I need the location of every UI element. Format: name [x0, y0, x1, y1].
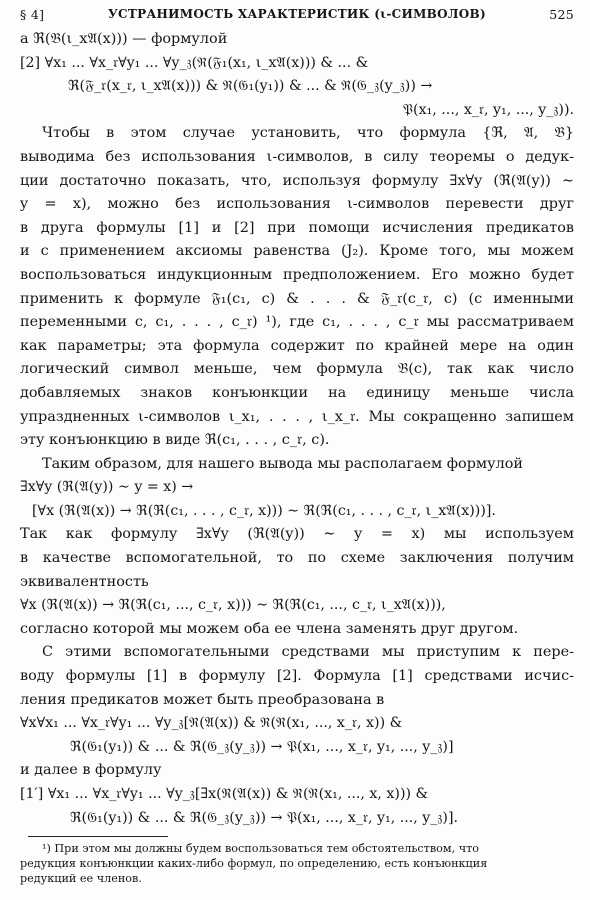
- formula-2-line-3: 𝔓(x₁, ..., x_𝔯, y₁, ..., y_𝔷)).: [402, 101, 574, 118]
- paragraph-line: С этими вспомогательными средствами мы приступим к пере-: [42, 644, 574, 661]
- paragraph-line: ления предикатов может быть преобразована в: [20, 691, 385, 708]
- paragraph-line: эту конъюнкцию в виде ℜ(c₁, . . . , c_𝔯, c).: [20, 432, 330, 449]
- paragraph-line: как параметры; эта формула содержит по крайней мере на один: [20, 337, 574, 354]
- footnote-line: ¹) При этом мы должны будем воспользоваться тем обстоятельством, что: [42, 842, 480, 856]
- paragraph-line: y = x), можно без использования ι-символов перевести друг: [20, 196, 574, 213]
- paragraph-line: согласно которой мы можем оба ее члена заменять друг другом.: [20, 620, 519, 637]
- formula-line: [∀x (ℜ(𝔄(x)) → ℜ(ℜ(c₁, . . . , c_𝔯, x))) ∼ ℜ(ℜ(c₁, . . . , c_𝔯, ι_x𝔄(x)))].: [32, 502, 496, 519]
- formula-1-prime-line-1: [1′] ∀x₁ ... ∀x_𝔯∀y₁ ... ∀y_𝔷[∃x(ℜ(𝔄(x)) & ℜ(ℜ(x₁, ..., x, x))) &: [20, 786, 429, 802]
- footnote-line: редукция конъюнкции каких-либо формул, по определению, есть конъюнкция: [20, 857, 488, 871]
- page-number: 525: [549, 7, 574, 22]
- paragraph-line: Таким образом, для нашего вывода мы располагаем формулой: [42, 455, 523, 472]
- formula-line: ℜ(𝔊₁(y₁)) & ... & ℜ(𝔊_𝔷(y_𝔷)) → 𝔓(x₁, ..., x_𝔯, y₁, ..., y_𝔷)]: [70, 738, 454, 755]
- formula-2-line-2: ℜ(𝔉_𝔯(x_𝔯, ι_x𝔄(x))) & ℜ(𝔊₁(y₁)) & ... & ℜ(𝔊_𝔷(y_𝔷)) →: [68, 78, 433, 95]
- running-title: УСТРАНИМОСТЬ ХАРАКТЕРИСТИК (ι-СИМВОЛОВ): [108, 7, 486, 21]
- formula-2-line-1: [2] ∀x₁ ... ∀x_𝔯∀y₁ ... ∀y_𝔷(ℜ(𝔉₁(x₁, ι_x𝔄(x))) & ... &: [20, 54, 369, 71]
- footnote: [20, 841, 574, 886]
- paragraph-line: Так как формулу ∃x∀y (ℜ(𝔄(y)) ∼ y = x) мы используем: [20, 526, 574, 543]
- footnote-divider: [28, 836, 168, 837]
- paragraph-line: ции достаточно показать, что, используя формулу ∃x∀y (ℜ(𝔄(y)) ∼: [20, 172, 574, 189]
- paragraph-line: логический символ меньше, чем формула 𝔅(c), так как число: [20, 361, 574, 378]
- paragraph-line: Чтобы в этом случае установить, что формула {ℜ, 𝔄, 𝔅}: [42, 125, 574, 142]
- running-header: [20, 0, 574, 28]
- formula-1-prime-line-2: ℜ(𝔊₁(y₁)) & ... & ℜ(𝔊_𝔷(y_𝔷)) → 𝔓(x₁, ..., x_𝔯, y₁, ..., y_𝔷)].: [70, 809, 458, 826]
- paragraph-line: и далее в формулу: [20, 762, 162, 779]
- formula-line: ∃x∀y (ℜ(𝔄(y)) ∼ y = x) →: [20, 479, 194, 496]
- formula-line: ∀x∀x₁ ... ∀x_𝔯∀y₁ ... ∀y_𝔷[ℜ(𝔄(x)) & ℜ(ℜ(x₁, ..., x_𝔯, x)) &: [20, 715, 403, 732]
- paragraph-line: эквивалентность: [20, 573, 149, 590]
- paragraph-line: применить к формуле 𝔉₁(c₁, c) & . . . & 𝔉_𝔯(c_𝔯, c) (с именными: [20, 290, 574, 307]
- paragraph-line: в друга формулы [1] и [2] при помощи исчисления предикатов: [20, 219, 574, 236]
- paragraph-line: и с применением аксиомы равенства (J₂). Кроме того, мы можем: [20, 243, 574, 260]
- paragraph-line: в качестве вспомогательной, то по схеме заключения получим: [20, 550, 574, 567]
- section-marker: § 4]: [20, 7, 45, 22]
- paragraph-line: воспользоваться индукционным предположением. Его можно будет: [20, 266, 574, 283]
- equivalence-formula: ∀x (ℜ(𝔄(x)) → ℜ(ℜ(c₁, ..., c_𝔯, x))) ∼ ℜ(ℜ(c₁, ..., c_𝔯, ι_x𝔄(x))),: [20, 597, 446, 614]
- paragraph-line: выводима без использования ι-символов, в силу теоремы о дедук-: [20, 148, 574, 165]
- paragraph-line: добавляемых знаков конъюнкции на единицу меньше числа: [20, 384, 574, 401]
- page-body: [20, 28, 574, 830]
- text-line: а ℜ(𝔅(ι_x𝔄(x))) — формулой: [20, 31, 228, 47]
- paragraph-line: упраздненных ι-символов ι_x₁, . . . , ι_x_𝔯. Мы сокращенно запишем: [20, 408, 574, 425]
- footnote-line: редукций ее членов.: [20, 872, 142, 886]
- paragraph-line: воду формулы [1] в формулу [2]. Формула [1] средствами исчис-: [20, 668, 574, 685]
- paragraph-line: переменными c, c₁, . . . , c_𝔯) ¹), где c₁, . . . , c_𝔯 мы рассматриваем: [20, 314, 574, 331]
